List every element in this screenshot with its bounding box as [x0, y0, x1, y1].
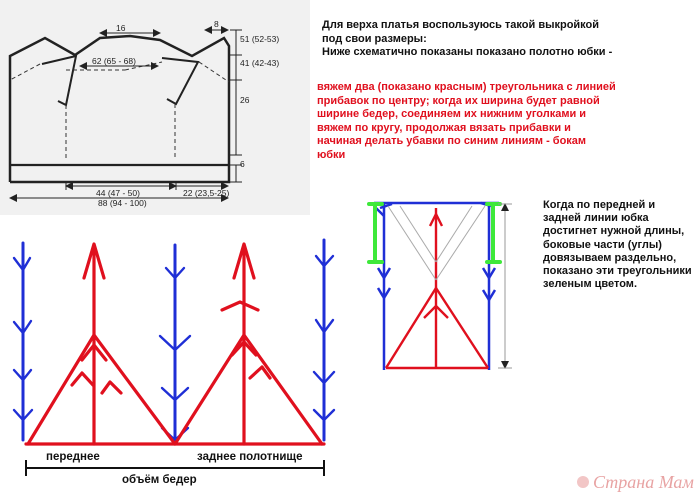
dim-bottom-half: 44 (47 - 50)	[96, 188, 140, 198]
red-note-text: вяжем два (показано красным) треугольника с линией прибавок по центру; когда их ширина будет равной ширине бедер, соединяем их нижним уголками и вяжем по кругу, продолжая вязать прибавки и начиная делать убавки по синим линиям - бокам юбки	[317, 81, 616, 161]
dim-side: 22 (23,5-25)	[183, 188, 230, 198]
dim-chest: 62 (65 - 68)	[92, 56, 136, 66]
side-note-text: Когда по передней и задней линии юбка достигнет нужной длины, боковые части (углы) довязываем раздельно, показано эти треугольники зеленым цветом.	[543, 199, 692, 291]
dim-total: 88 (94 - 100)	[98, 198, 147, 208]
top-note	[322, 19, 622, 60]
dim-armhole-depth: 41 (42-43)	[240, 58, 280, 68]
dim-neck: 16	[116, 23, 126, 33]
skirt-side-detail	[369, 203, 512, 370]
dim-hem: 6	[240, 159, 245, 169]
watermark-logo	[577, 476, 589, 488]
dim-armhole-height: 51 (52-53)	[240, 34, 280, 44]
blue-side-lines	[23, 240, 324, 440]
side-note	[543, 199, 693, 291]
back-panel-label: заднее полотнище	[197, 451, 303, 463]
skirt-schematic	[14, 240, 334, 486]
red-note	[317, 81, 617, 162]
site-watermark	[577, 472, 694, 492]
top-note-text: Для верха платья воспользуюсь такой выкройкой под свои размеры: Ниже схематично показаны показано полотно юбки -	[322, 19, 613, 58]
dim-body: 26	[240, 95, 250, 105]
hip-label: объём бедер	[122, 474, 197, 486]
watermark-text: Страна Мам	[593, 472, 694, 492]
dim-shoulder: 8	[214, 19, 219, 29]
dress-top-pattern	[0, 0, 310, 215]
front-panel-label: переднее	[46, 451, 100, 463]
